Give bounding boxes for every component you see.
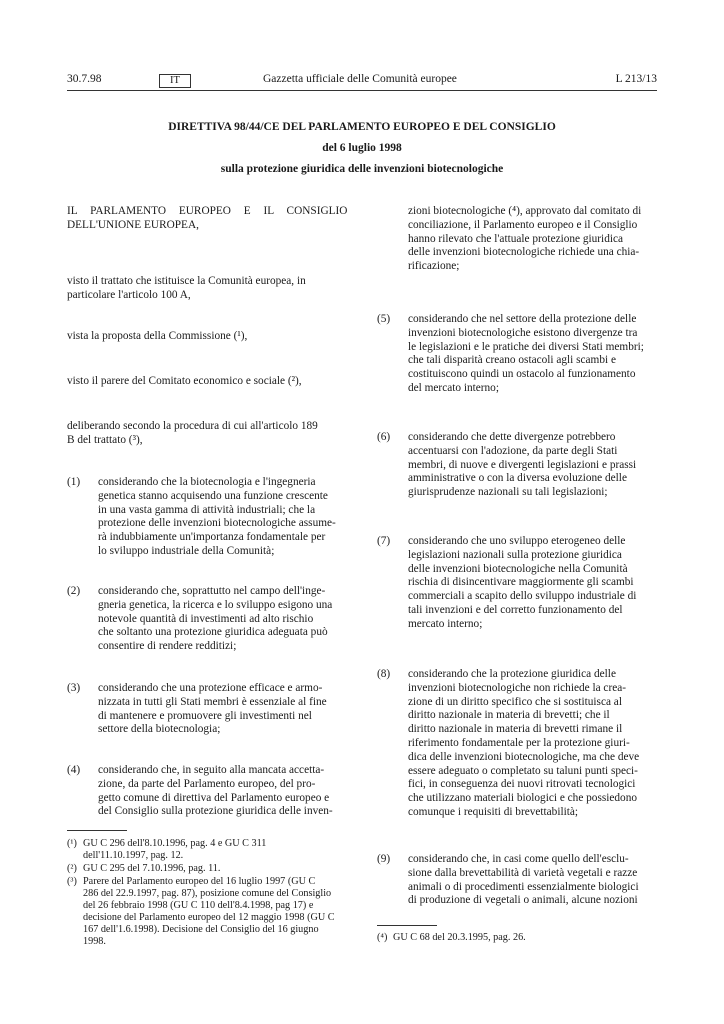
footnote-number: (⁴): [377, 932, 388, 943]
header-page-number: L 213/13: [615, 73, 657, 85]
footnote-number: (¹): [67, 838, 77, 849]
recital-line: del mercato interno;: [408, 381, 499, 394]
citation-treaty: [67, 275, 347, 303]
footnote-number: (³): [67, 876, 77, 887]
recital-line: che soltanto una protezione giuridica adeguata può: [98, 626, 328, 639]
recital-line: consentire di rendere redditizi;: [98, 640, 237, 653]
citation-procedure: [67, 420, 347, 448]
recital-line: rà indubbiamente un'importanza fondamentale per: [98, 531, 326, 544]
recital-line: che utilizzano materiali biologici e che possiedono: [408, 792, 637, 805]
recital-line: considerando che la biotecnologia e l'ingegneria: [98, 476, 316, 488]
recital-number: (1): [67, 476, 81, 488]
recital-line: considerando che, soprattutto nel campo dell'inge-: [98, 585, 326, 597]
footnote-line: 1998.: [83, 936, 106, 947]
recital-line: giurisprudenze nazionali su tali legislazioni;: [408, 486, 608, 499]
citation-procedure-line-2: B del trattato (³),: [67, 433, 143, 446]
recital-line: zione, da parte del Parlamento europeo, del pro-: [98, 777, 316, 790]
recital-line: comunque i requisiti di brevettabilità;: [408, 805, 579, 818]
recital-line: nizzata in tutti gli Stati membri è essenziale al fine: [98, 695, 327, 708]
recital-line: essere adeguato o completato su taluni punti speci-: [408, 764, 638, 777]
recital-line: animali o di procedimenti essenzialmente biologici: [408, 880, 639, 893]
recital-line: rificazione;: [408, 260, 460, 273]
recital-number: (3): [67, 682, 81, 694]
recital-number: (9): [377, 853, 391, 865]
footnote-line: dell'11.10.1997, pag. 12.: [83, 850, 184, 861]
recital-number: (2): [67, 585, 81, 597]
recital-line: le legislazioni e le pratiche dei diversi Stati membri;: [408, 340, 644, 353]
recital-line: hanno rilevato che l'attuale protezione giuridica: [408, 232, 624, 245]
recital-line: considerando che, in seguito alla mancata accetta-: [98, 764, 325, 776]
recital-line: commerciali a scapito dello sviluppo industriale di: [408, 590, 637, 603]
page-header: [67, 73, 657, 89]
recital-line: considerando che la protezione giuridica delle: [408, 668, 616, 680]
recital-line: amministrative o con la diversa evoluzione delle: [408, 472, 627, 485]
recital-line: zione di un diritto specifico che si sostituisca al: [408, 695, 622, 708]
footnote-rule-left: [67, 830, 127, 831]
recital-line: membri, di nuove e divergenti legislazioni e prassi: [408, 458, 637, 471]
footnote-line: GU C 68 del 20.3.1995, pag. 26.: [393, 932, 526, 943]
recital-line: rischia di disincentivare maggiormente gli scambi: [408, 576, 634, 589]
recital-line: diritto nazionale in materia di brevetti; che il: [408, 709, 610, 722]
citation-commission: vista la proposta della Commissione (¹),: [67, 330, 248, 342]
intro-line-2: DELL'UNIONE EUROPEA,: [67, 218, 199, 231]
recital-number: (6): [377, 431, 391, 443]
recital-line: costituiscono quindi un ostacolo al funzionamento: [408, 368, 636, 381]
recital-line: delle invenzioni biotecnologiche nella Comunità: [408, 562, 628, 575]
recital-number: (7): [377, 535, 391, 547]
recital-line: sione dalla brevettabilità di varietà vegetali e razze: [408, 866, 638, 879]
recital-line: delle invenzioni biotecnologiche richiede una chia-: [408, 246, 640, 259]
citation-treaty-line-1: visto il trattato che istituisce la Comunità europea, in: [67, 275, 306, 287]
recital-line: getto comune di direttiva del Parlamento europeo e: [98, 791, 330, 804]
footnote-line: 167 dell'1.6.1998). Decisione del Consiglio del 16 giugno: [83, 924, 319, 935]
recital-line: considerando che una protezione efficace e armo-: [98, 682, 323, 694]
recital-line: mercato interno;: [408, 617, 483, 630]
recital-line: che tali disparità creano ostacoli agli scambi e: [408, 354, 616, 367]
footnote-line: GU C 296 dell'8.10.1996, pag. 4 e GU C 311: [83, 838, 267, 849]
recital-line: legislazioni nazionali sulla protezione giuridica: [408, 548, 622, 561]
recital-line: accentuarsi con l'adozione, da parte degli Stati: [408, 444, 618, 457]
footnote-line: del 26 febbraio 1998 (GU C 110 dell'8.4.1998, pag 17) e: [83, 900, 314, 911]
citation-procedure-line-1: deliberando secondo la procedura di cui all'articolo 189: [67, 420, 318, 432]
recital-line: gneria genetica, la ricerca e lo sviluppo esigono una: [98, 598, 333, 611]
intro-line-1: IL PARLAMENTO EUROPEO E IL CONSIGLIO: [67, 205, 348, 217]
citation-treaty-line-2: particolare l'articolo 100 A,: [67, 288, 191, 301]
footnote-line: Parere del Parlamento europeo del 16 luglio 1997 (GU C: [83, 876, 316, 887]
header-rule: [67, 90, 657, 91]
recital-line: riferimento fondamentale per la protezione giuri-: [408, 736, 630, 749]
citation-committee: visto il parere del Comitato economico e sociale (²),: [67, 375, 302, 387]
recital-line: di produzione di vegetali o animali, alcune nozioni: [408, 894, 638, 907]
recital-line: diritto nazionale in materia di brevetti rimane il: [408, 723, 623, 736]
right-column: [377, 205, 657, 925]
recital-line: considerando che, in casi come quello dell'esclu-: [408, 853, 629, 865]
recital-line: protezione delle invenzioni biotecnologiche assume-: [98, 517, 336, 530]
recital-number: (5): [377, 313, 391, 325]
recital-line: di mantenere e promuovere gli investimenti nel: [98, 709, 312, 722]
header-journal-title: Gazzetta ufficiale delle Comunità europee: [263, 73, 457, 85]
recital-line: considerando che nel settore della protezione delle: [408, 313, 637, 325]
footnote-line: decisione del Parlamento europeo del 12 maggio 1998 (GU C: [83, 912, 335, 923]
footnote-line: 286 del 22.9.1997, pag. 87), posizione comune del Consiglio: [83, 888, 332, 899]
footnote-line: GU C 295 del 7.10.1996, pag. 11.: [83, 863, 221, 874]
recital-line: tali invenzioni e del corretto funzionamento del: [408, 603, 623, 616]
recital-line: notevole quantità di investimenti ad alto rischio: [98, 612, 314, 625]
header-date: 30.7.98: [67, 73, 102, 85]
recital-line: settore della biotecnologia;: [98, 723, 221, 736]
recital-line: conciliazione, il Parlamento europeo e il Consiglio: [408, 218, 638, 231]
recital-number: (8): [377, 668, 391, 680]
recital-line: del Consiglio sulla protezione giuridica delle inven-: [98, 805, 333, 818]
recital-line: in una vasta gamma di attività industriali; che la: [98, 503, 316, 516]
directive-date: del 6 luglio 1998: [322, 142, 402, 154]
recital-line: dica delle invenzioni biotecnologiche, ma che deve: [408, 750, 640, 763]
recital-line: zioni biotecnologiche (⁴), approvato dal comitato di: [408, 205, 642, 217]
recital-line: genetica stanno acquisendo una funzione crescente: [98, 489, 328, 502]
recital-line: invenzioni biotecnologiche non richiede la crea-: [408, 681, 627, 694]
recital-line: fici, in conseguenza dei nuovi ritrovati tecnologici: [408, 778, 636, 791]
recital-number: (4): [67, 764, 81, 776]
recital-line: lo sviluppo industriale della Comunità;: [98, 544, 275, 557]
header-language-box: IT: [159, 74, 191, 88]
directive-title: DIRETTIVA 98/44/CE DEL PARLAMENTO EUROPEO E DEL CONSIGLIO: [168, 121, 556, 133]
recital-line: considerando che uno sviluppo eterogeneo delle: [408, 535, 626, 547]
recital-line: invenzioni biotecnologiche esistono divergenze tra: [408, 326, 638, 339]
preamble-intro: [67, 205, 347, 233]
directive-subject: sulla protezione giuridica delle invenzioni biotecnologiche: [220, 163, 504, 175]
footnote-number: (²): [67, 863, 77, 874]
footnote-rule-right: [377, 925, 437, 926]
recital-line: considerando che dette divergenze potrebbero: [408, 431, 616, 443]
